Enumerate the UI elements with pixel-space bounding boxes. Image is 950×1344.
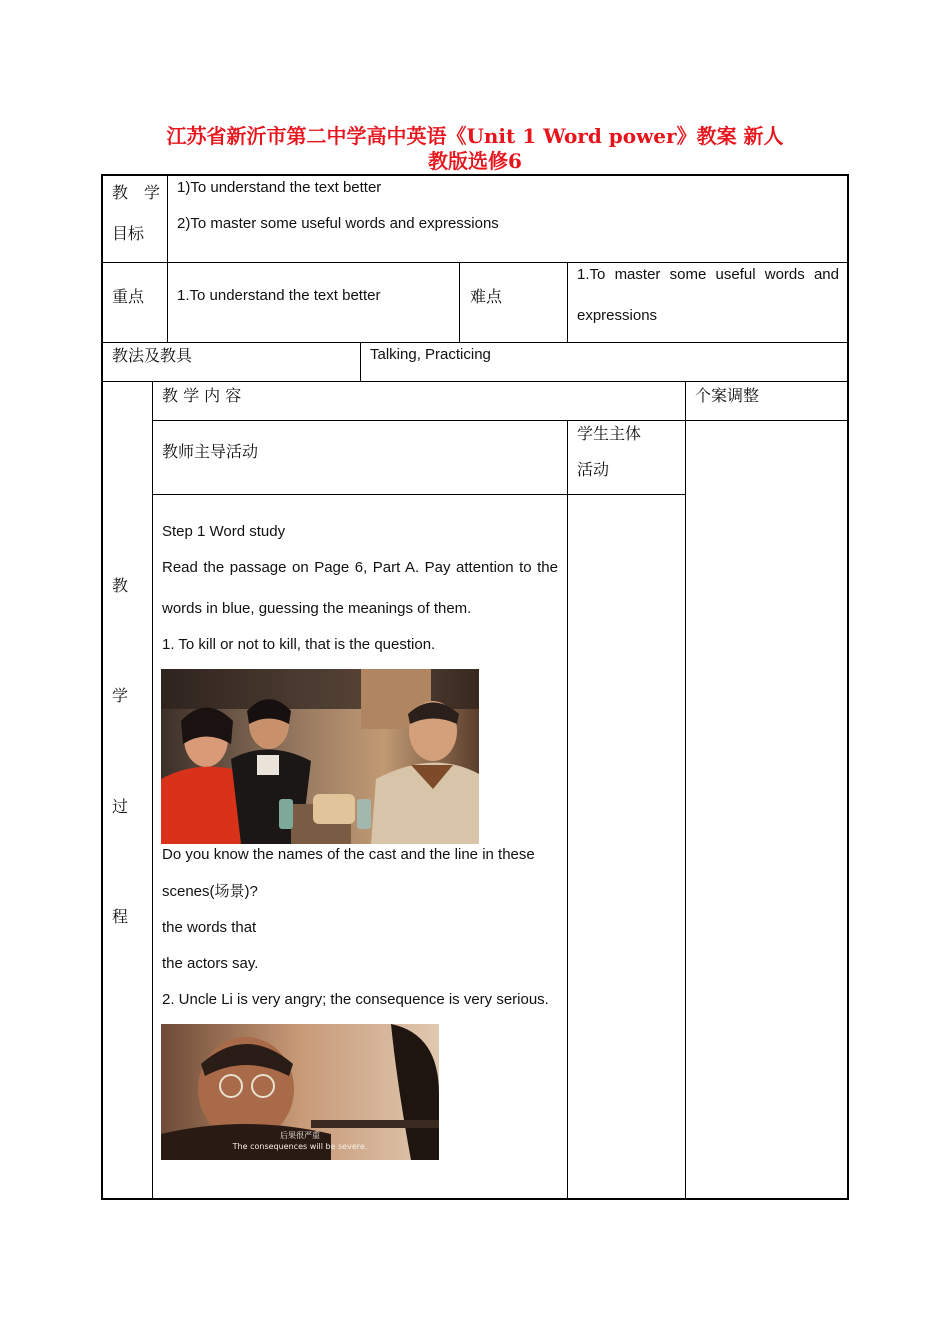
document-title [100, 124, 850, 174]
movie-still-consequence [161, 1024, 439, 1160]
key-point-text: 1.To understand the text better [177, 287, 381, 304]
step-heading: Step 1 Word study [162, 523, 286, 540]
title-line-2: 教版选修6 [428, 149, 522, 173]
movie-still-train [161, 669, 479, 844]
subtitle-chinese: 后果很严重 [280, 1131, 320, 1140]
rule-5 [152, 494, 686, 495]
rule-4 [152, 420, 849, 421]
rule-2 [101, 342, 849, 343]
read-instruction-1: Read the passage on Page 6, Part A. Pay attention to the [162, 559, 558, 576]
rule-1 [101, 262, 849, 263]
objective-item-2: 2)To master some useful words and expressions [177, 215, 499, 232]
subtitle-english: The consequences will be severe. [232, 1142, 368, 1151]
col-rule-adjust [685, 381, 686, 1200]
col-rule-student [567, 420, 568, 1200]
student-activity-header-2: 活动 [577, 460, 610, 479]
hard-point-text-1: 1.To master some useful words and [577, 266, 839, 283]
line-definition-2: the actors say. [162, 955, 259, 972]
objectives-label-b: 目标 [112, 224, 145, 243]
col-rule-hard-text [567, 262, 568, 343]
table-border-bottom [101, 1198, 849, 1200]
question-1: 1. To kill or not to kill, that is the question. [162, 636, 436, 653]
question-2: 2. Uncle Li is very angry; the consequence is very serious. [162, 991, 549, 1008]
methods-value: Talking, Practicing [370, 346, 491, 363]
col-rule-hard [459, 262, 460, 343]
title-line-1: 江苏省新沂市第二中学高中英语《Unit 1 Word power》教案 新人 [166, 124, 784, 148]
methods-label: 教法及教具 [112, 346, 193, 365]
col-rule-process [152, 381, 153, 1200]
process-char-3: 过 [112, 797, 129, 816]
table-border-left [101, 174, 103, 1200]
content-header: 教 学 内 容 [162, 386, 242, 405]
table-border-top [101, 174, 849, 176]
objectives-label-a: 教 学 [112, 183, 161, 202]
teacher-activity-header: 教师主导活动 [162, 442, 259, 461]
process-char-2: 学 [112, 686, 129, 705]
col-rule-objectives [167, 174, 168, 343]
col-rule-methods [360, 342, 361, 382]
line-definition-1: the words that [162, 919, 257, 936]
cast-question-1: Do you know the names of the cast and the line in these [162, 846, 535, 863]
rule-3 [101, 381, 849, 382]
hard-point-label: 难点 [470, 287, 503, 306]
process-char-4: 程 [112, 907, 129, 926]
cast-question-2: scenes(场景)? [162, 883, 258, 900]
adjust-header: 个案调整 [695, 386, 760, 405]
table-border-right [847, 174, 849, 1200]
read-instruction-2: words in blue, guessing the meanings of them. [162, 600, 472, 617]
objective-item-1: 1)To understand the text better [177, 179, 382, 196]
student-activity-header-1: 学生主体 [577, 424, 642, 443]
key-point-label: 重点 [112, 287, 145, 306]
process-char-1: 教 [112, 576, 129, 595]
hard-point-text-2: expressions [577, 307, 658, 324]
